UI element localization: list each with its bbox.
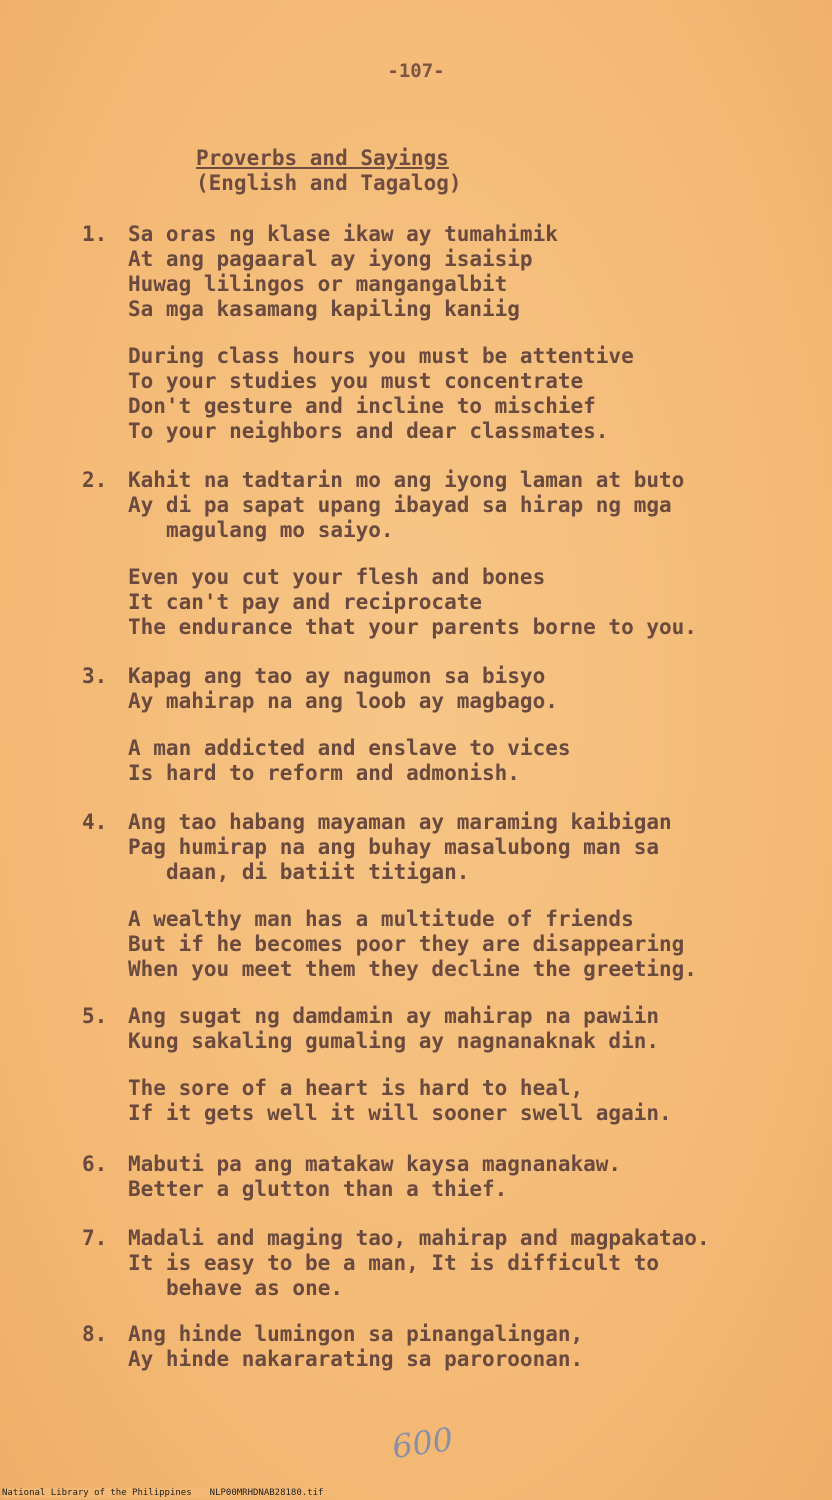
footer-file: NLP00MRHDNAB28180.tif: [209, 1488, 324, 1498]
proverb-8: [82, 1322, 583, 1372]
proverb-number: 3.: [82, 664, 108, 688]
english-line: It is easy to be a man, It is difficult to: [128, 1251, 660, 1275]
proverb-number: 6.: [82, 1152, 108, 1176]
tagalog-line: Huwag lilingos or mangangalbit: [128, 272, 508, 296]
english-translation: [82, 344, 634, 444]
title-line-2: (English and Tagalog): [196, 171, 462, 195]
proverb-1: [82, 222, 634, 444]
tagalog-line: daan, di batiit titigan.: [166, 860, 470, 884]
english-line: To your neighbors and dear classmates.: [128, 419, 609, 443]
proverb-3: [82, 664, 571, 786]
proverb-number: 5.: [82, 1004, 108, 1028]
tagalog-line: Madali and maging tao, mahirap and magpakatao.: [128, 1226, 710, 1250]
proverb-4: [82, 810, 697, 982]
page-title: [196, 146, 462, 196]
tagalog-line: Ay hinde nakararating sa paroroonan.: [128, 1347, 584, 1371]
proverb-6: [82, 1152, 621, 1202]
english-line: The endurance that your parents borne to you.: [128, 615, 697, 639]
handwritten-annotation: 600: [389, 1419, 456, 1467]
page-number: -107-: [387, 60, 445, 82]
english-line: Better a glutton than a thief.: [128, 1177, 508, 1201]
english-translation: [82, 1076, 672, 1126]
tagalog-line: Ang sugat ng damdamin ay mahirap na pawiin: [128, 1004, 660, 1028]
proverb-number: 1.: [82, 222, 108, 246]
proverb-5: [82, 1004, 672, 1126]
english-line: But if he becomes poor they are disappearing: [128, 932, 685, 956]
tagalog-line: Kung sakaling gumaling ay nagnanaknak din.: [128, 1029, 660, 1053]
tagalog-line: At ang pagaaral ay iyong isaisip: [128, 247, 533, 271]
tagalog-line: Sa oras ng klase ikaw ay tumahimik: [128, 222, 558, 246]
english-line: Don't gesture and incline to mischief: [128, 394, 596, 418]
english-line: A man addicted and enslave to vices: [128, 736, 571, 760]
english-line: A wealthy man has a multitude of friends: [128, 907, 634, 931]
english-line: The sore of a heart is hard to heal,: [128, 1076, 584, 1100]
english-translation: [82, 907, 697, 982]
title-line-1: Proverbs and Sayings: [196, 146, 449, 170]
tagalog-line: Kapag ang tao ay nagumon sa bisyo: [128, 664, 546, 688]
tagalog-line: Ay mahirap na ang loob ay magbago.: [128, 689, 558, 713]
tagalog-line: Mabuti pa ang matakaw kaysa magnanakaw.: [128, 1152, 622, 1176]
proverb-number: 7.: [82, 1226, 108, 1250]
english-line: To your studies you must concentrate: [128, 369, 584, 393]
tagalog-line: Ang tao habang mayaman ay maraming kaibigan: [128, 810, 672, 834]
proverb-7: [82, 1226, 710, 1301]
english-translation: [82, 565, 697, 640]
english-line: It can't pay and reciprocate: [128, 590, 483, 614]
english-line: Is hard to reform and admonish.: [128, 761, 520, 785]
english-line: Even you cut your flesh and bones: [128, 565, 546, 589]
tagalog-line: Ay di pa sapat upang ibayad sa hirap ng mga: [128, 493, 672, 517]
tagalog-line: Ang hinde lumingon sa pinangalingan,: [128, 1322, 584, 1346]
english-line: During class hours you must be attentive: [128, 344, 634, 368]
tagalog-line: Pag humirap na ang buhay masalubong man sa: [128, 835, 660, 859]
proverb-number: 4.: [82, 810, 108, 834]
english-translation: [82, 736, 571, 786]
proverb-number: 8.: [82, 1322, 108, 1346]
footer-library: National Library of the Philippines: [2, 1488, 192, 1498]
proverb-number: 2.: [82, 468, 108, 492]
english-line: If it gets well it will sooner swell again.: [128, 1101, 672, 1125]
proverb-2: [82, 468, 697, 640]
tagalog-line: magulang mo saiyo.: [166, 518, 394, 542]
english-line: behave as one.: [166, 1276, 344, 1300]
footer: [2, 1488, 341, 1498]
tagalog-line: Kahit na tadtarin mo ang iyong laman at buto: [128, 468, 685, 492]
english-line: When you meet them they decline the greeting.: [128, 957, 697, 981]
tagalog-line: Sa mga kasamang kapiling kaniig: [128, 297, 520, 321]
